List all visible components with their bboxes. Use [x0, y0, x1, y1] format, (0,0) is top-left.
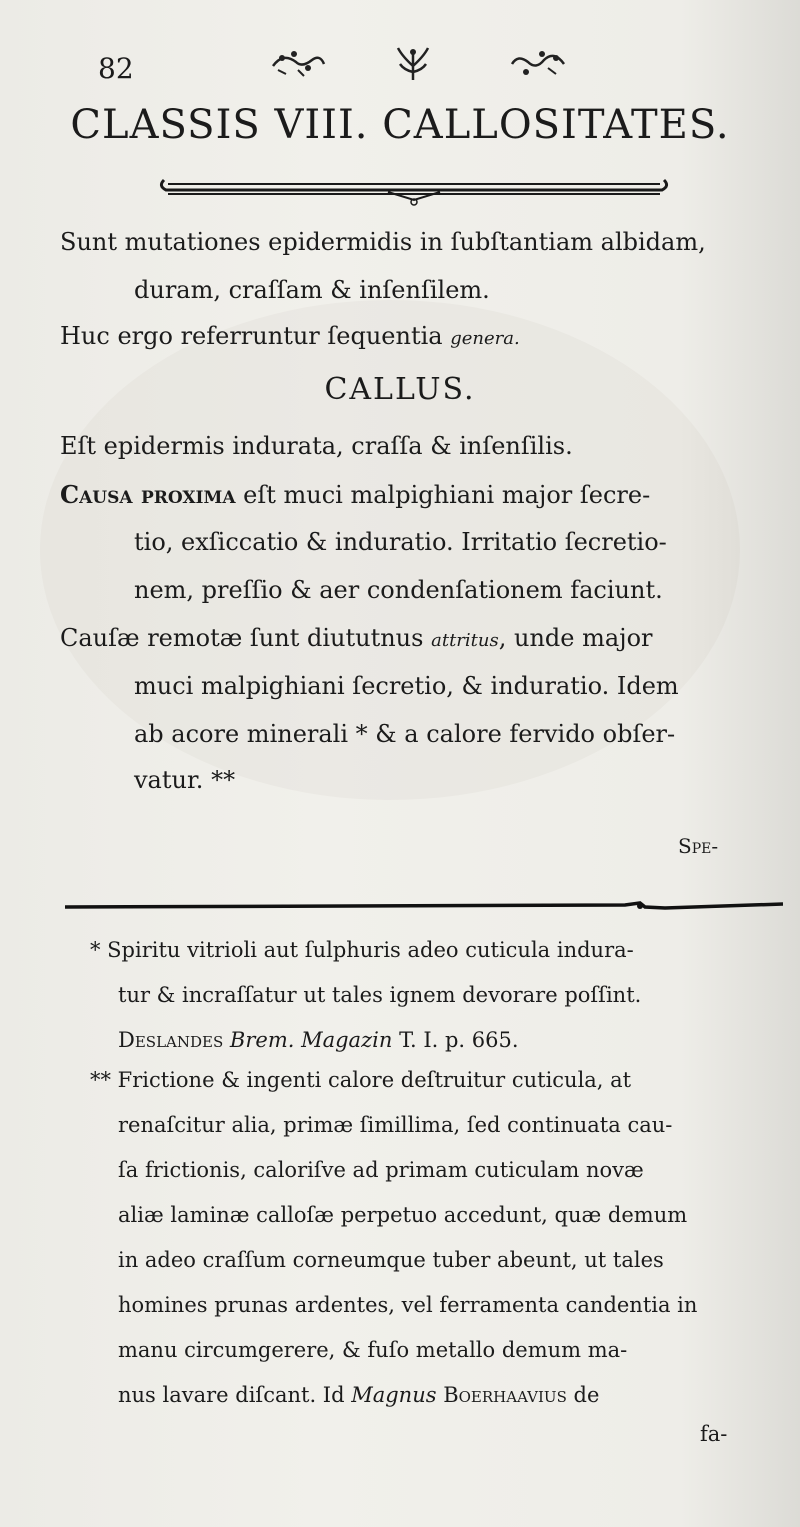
- footnote-1-line-1: * Spiritu vitrioli aut ſulphuris adeo cuticula indura-: [90, 938, 634, 962]
- genera-word: genera.: [450, 328, 520, 349]
- intro-line-1: Sunt mutationes epidermidis in ſubſtantiam albidam,: [60, 228, 706, 256]
- footnote-2-last-prefix: nus lavare diſcant. Id: [118, 1383, 345, 1407]
- causa-proxima-label: Causa proxima: [60, 480, 236, 509]
- footnote-2-line-2: renaſcitur alia, primæ ſimillima, ſed continuata cau-: [118, 1113, 673, 1137]
- footnote-2-last-end: de: [573, 1383, 600, 1407]
- floral-ornament-center-icon: [388, 44, 438, 84]
- section-heading-callus: CALLUS.: [324, 372, 476, 407]
- huc-text: Huc ergo referruntur ſequentia: [60, 322, 443, 350]
- footnote-2-line-3: ſa frictionis, caloriſve ad primam cuticulam novæ: [118, 1158, 644, 1182]
- huc-line: [60, 322, 520, 350]
- footnote-2-line-7: manu circumgerere, & fuſo metallo demum ma-: [118, 1338, 628, 1362]
- causae-remotae-end: , unde major: [498, 624, 653, 652]
- footnote-2-line-5: in adeo craſſum corneumque tuber abeunt, ut tales: [118, 1248, 664, 1272]
- definition-line: Eſt epidermis indurata, craſſa & inſenſilis.: [60, 432, 573, 460]
- page-title: CLASSIS VIII. CALLOSITATES.: [70, 102, 730, 148]
- causa-proxima-line-1: [60, 480, 650, 509]
- footnote-1-line-2: tur & incraſſatur ut tales ignem devorare poſſint.: [118, 983, 642, 1007]
- causae-remotae-line-1: [60, 624, 653, 652]
- footnote-2-line-8: [118, 1383, 599, 1407]
- causa-proxima-text: eſt muci malpighiani major ſecre-: [243, 481, 651, 509]
- causae-remotae-line-3: ab acore minerali * & a calore fervido obſer-: [134, 720, 676, 748]
- footnote-separator: [65, 898, 783, 916]
- author-deslandes: Deslandes: [118, 1028, 224, 1052]
- causae-remotae-line-4: vatur. **: [134, 766, 236, 794]
- catchword-2: fa-: [700, 1422, 728, 1446]
- floral-ornament-right-icon: [508, 44, 568, 84]
- citation-ref: T. I. p. 665.: [399, 1028, 519, 1052]
- causae-remotae-line-2: muci malpighiani ſecretio, & induratio. Idem: [134, 672, 679, 700]
- footnote-2-line-1: ** Frictione & ingenti calore deſtruitur cuticula, at: [90, 1068, 632, 1092]
- causa-proxima-line-2: tio, exſiccatio & induratio. Irritatio ſecretio-: [134, 528, 667, 556]
- footnote-1-citation: [118, 1028, 519, 1052]
- causae-remotae-start: Cauſæ remotæ ſunt diututnus: [60, 624, 424, 652]
- intro-line-2: duram, craſſam & inſenſilem.: [134, 276, 490, 304]
- magnus-word: Magnus: [351, 1383, 437, 1407]
- floral-ornament-left-icon: [268, 44, 328, 84]
- page-number: 82: [98, 52, 134, 85]
- catchword: Spe-: [678, 834, 719, 858]
- work-title: Brem. Magazin: [229, 1028, 393, 1052]
- attritus-word: attritus: [431, 630, 499, 651]
- footnote-2-line-6: homines prunas ardentes, vel ferramenta candentia in: [118, 1293, 698, 1317]
- footnote-2-line-4: aliæ laminæ calloſæ perpetuo accedunt, quæ demum: [118, 1203, 688, 1227]
- causa-proxima-line-3: nem, preſſio & aer condenſationem faciunt.: [134, 576, 663, 604]
- author-boerhaavius: Boerhaavius: [443, 1383, 567, 1407]
- decorative-rule-icon: [158, 170, 670, 210]
